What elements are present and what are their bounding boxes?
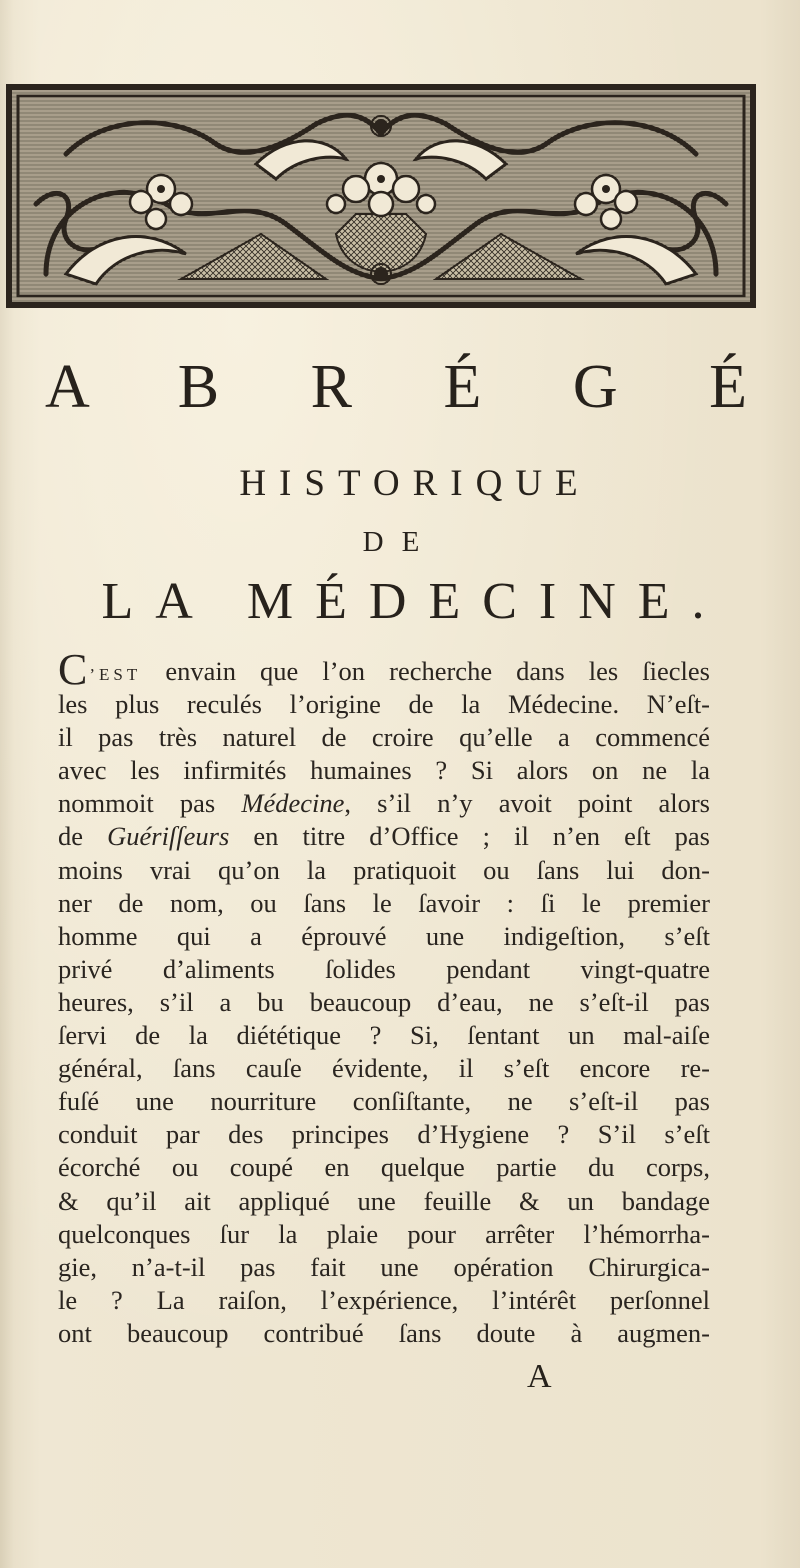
- text-line: le ? La raiſon, l’expérience, l’intérêt perſonnel: [58, 1284, 710, 1315]
- text-line: gie, n’a-t-il pas fait une opération Chirurgica-: [58, 1251, 710, 1282]
- drop-cap: C: [58, 645, 88, 694]
- text-line: il pas très naturel de croire qu’elle a commencé: [58, 722, 710, 753]
- text-segment: en titre d’Office ; il n’en eſt pas: [229, 821, 710, 852]
- text-line: privé d’aliments ſolides pendant vingt-quatre: [58, 953, 710, 984]
- text-line: les plus reculés l’origine de la Médecine. N’eſt-: [58, 689, 710, 720]
- title-de: DE: [362, 526, 438, 558]
- body-paragraph: [58, 645, 710, 1350]
- small-caps-word: ’EST: [89, 665, 142, 684]
- text-line: heures, s’il a bu beaucoup d’eau, ne s’eſt-il pas: [58, 986, 710, 1017]
- signature-mark: A: [527, 1358, 552, 1395]
- text-segment: envain que l’on recherche dans les ſiecles: [141, 656, 710, 686]
- text-line: & qu’il ait appliqué une feuille & un bandage: [58, 1185, 710, 1216]
- ornamental-headpiece-image: [6, 84, 756, 308]
- text-line: [58, 787, 710, 820]
- text-line: fuſé une nourriture conſiſtante, ne s’eſt-il pas: [58, 1086, 710, 1117]
- text-line: moins vrai qu’on la pratiquoit ou ſans lui don-: [58, 854, 710, 885]
- text-segment: de: [58, 821, 108, 852]
- text-segment: , s’il n’y avoit point alors: [344, 788, 710, 819]
- title-la-medecine: LA MÉDECINE.: [101, 573, 727, 630]
- text-line: ner de nom, ou ſans le ſavoir : ſi le premier: [58, 887, 710, 918]
- text-line: conduit par des principes d’Hygiene ? S’il s’eſt: [58, 1119, 710, 1150]
- text-line: général, ſans cauſe évidente, il s’eſt encore re-: [58, 1053, 710, 1084]
- italic-word: Médecine: [241, 788, 345, 819]
- title-abrege: A B R É G É: [44, 353, 786, 421]
- text-line: quelconques ſur la plaie pour arrêter l’hémorrha-: [58, 1218, 710, 1249]
- text-line: [58, 645, 710, 694]
- text-segment: nommoit pas: [58, 788, 242, 819]
- text-line: homme qui a éprouvé une indigeſtion, s’eſt: [58, 920, 710, 951]
- text-line: avec les infirmités humaines ? Si alors on ne la: [58, 755, 710, 786]
- text-line: ſervi de la diététique ? Si, ſentant un mal-aiſe: [58, 1020, 710, 1051]
- text-line: écorché ou coupé en quelque partie du corps,: [58, 1152, 710, 1183]
- text-line: [58, 820, 710, 853]
- title-historique: HISTORIQUE: [239, 463, 591, 504]
- text-line: ont beaucoup contribué ſans doute à augmen-: [58, 1317, 710, 1348]
- italic-word: Guériſſeurs: [107, 821, 230, 852]
